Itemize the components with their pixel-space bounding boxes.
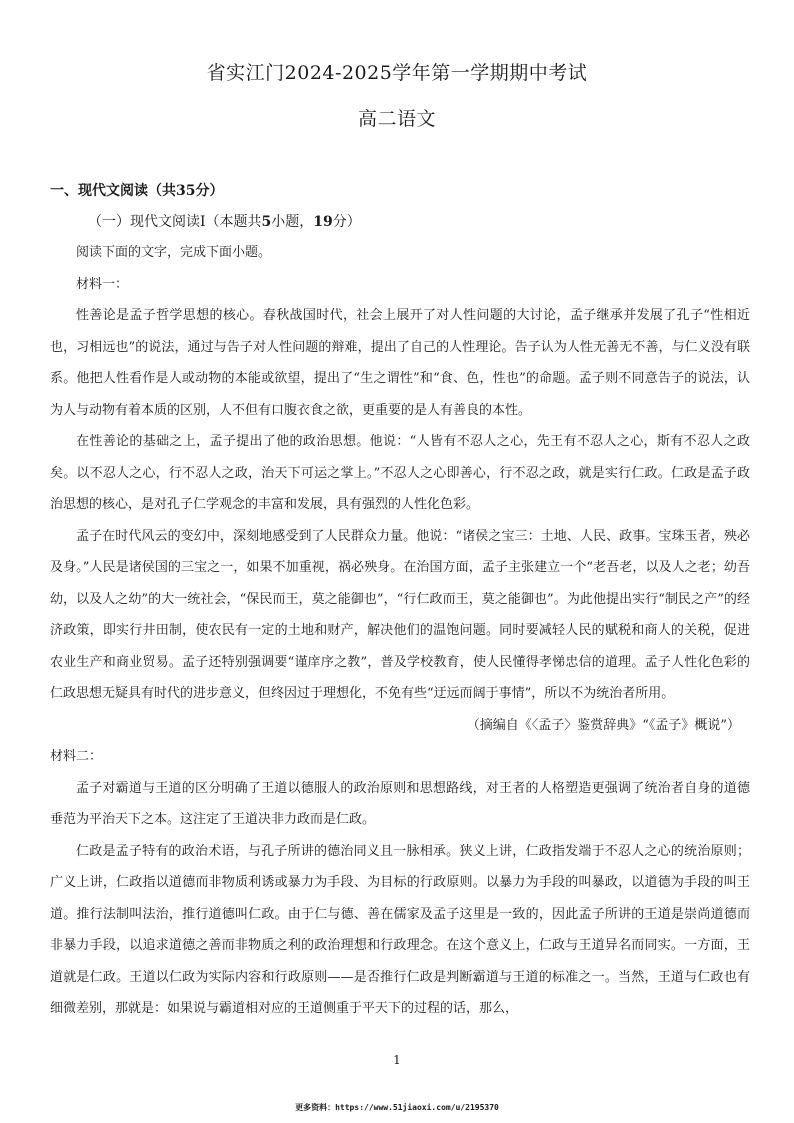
footer-link[interactable]: 更多资料：https://www.51jiaoxi.com/u/2195370 <box>295 1103 499 1112</box>
material2-paragraph-1: 孟子对霸道与王道的区分明确了王道以德服人的政治原则和思想路线，对王者的人格塑造更强调了统治者自身的道德垂范为平治天下之本。这注定了王道决非力政而是仁政。 <box>50 780 750 827</box>
section-heading: 一、现代文阅读（共35分） <box>50 183 224 199</box>
material1-paragraph-2: 在性善论的基础之上，孟子提出了他的政治思想。他说：“人皆有不忍人之心，先王有不忍人之心，斯有不忍人之政矣。以不忍人之心，行不忍人之政，治天下可运之掌上。”不忍人之心即善心，行不忍之政，就是实行仁政。仁政是孟子政治思想的核心，是对孔子仁学观念的丰富和发展，具有强烈的人性化色彩。 <box>50 434 750 512</box>
material1-source: （摘编自《〈孟子〉鉴赏辞典》“《孟子》概说”） <box>466 717 740 733</box>
page-number: 1 <box>393 1053 401 1067</box>
material1-paragraph-1: 性善论是孟子哲学思想的核心。春秋战国时代，社会上展开了对人性问题的大讨论，孟子继承并发展了孔子“性相近也，习相远也”的说法，通过与告子对人性问题的辩难，提出了自己的人性理论。告子认为人性无善无不善，与仁义没有联系。他把人性看作是人或动物的本能或欲望，提出了“生之谓性”和“食、色，性也”的命题。孟子则不同意告子的说法，认为人与动物有着本质的区别，人不但有口腹衣食之欲，更重要的是人有善良的本性。 <box>50 308 750 418</box>
material1-label: 材料一： <box>76 276 129 292</box>
exam-title: 省实江门2024-2025学年第一学期期中考试 <box>206 62 588 84</box>
material2-paragraph-2: 仁政是孟子特有的政治术语，与孔子所讲的德治同义且一脉相承。狭义上讲，仁政指发端于不忍人之心的统治原则；广义上讲，仁政指以道德而非物质利诱或暴力为手段、为目标的行政原则。以暴力为手段的叫暴政，以道德为手段的叫王道。推行法制叫法治，推行道德叫仁政。由于仁与德、善在儒家及孟子这里是一致的，因此孟子所讲的王道是崇尚道德而非暴力手段，以追求道德之善而非物质之利的政治理想和行政理念。在这个意义上，仁政与王道异名而同实。一方面，王道就是仁政。王道以仁政为实际内容和行政原则——是否推行仁政是判断霸道与王道的标准之一。当然，王道与仁政也有细微差别，那就是：如果说与霸道相对应的王道侧重于平天下的过程的话，那么， <box>50 843 750 1016</box>
material1-paragraph-3: 孟子在时代风云的变幻中，深刻地感受到了人民群众力量。他说：“诸侯之宝三：土地、人民、政事。宝珠玉者，殃必及身。”人民是诸侯国的三宝之一，如果不加重视，祸必殃身。在治国方面，孟子主张建立一个“老吾老，以及人之老；幼吾幼，以及人之幼”的大一统社会，“保民而王，莫之能御也”，“行仁政而王，莫之能御也”。为此他提出实行“制民之产”的经济政策，即实行井田制，使农民有一定的土地和财产，解决他们的温饱问题。同时要减轻人民的赋税和商人的关税，促进农业生产和商业贸易。孟子还特别强调要“谨庠序之教”，普及学校教育，使人民懂得孝悌忠信的道理。孟子人性化色彩的仁政思想无疑具有时代的进步意义，但终因过于理想化，不免有些“迂远而阔于事情”，所以不为统治者所用。 <box>50 528 750 701</box>
subsection-heading: （一）现代文阅读Ⅰ（本题共5小题，19分） <box>88 214 361 230</box>
reading-text <box>50 237 750 1025</box>
material2-label: 材料二： <box>50 749 103 764</box>
exam-subtitle: 高二语文 <box>357 108 436 130</box>
instruction: 阅读下面的文字，完成下面小题。 <box>76 245 272 260</box>
